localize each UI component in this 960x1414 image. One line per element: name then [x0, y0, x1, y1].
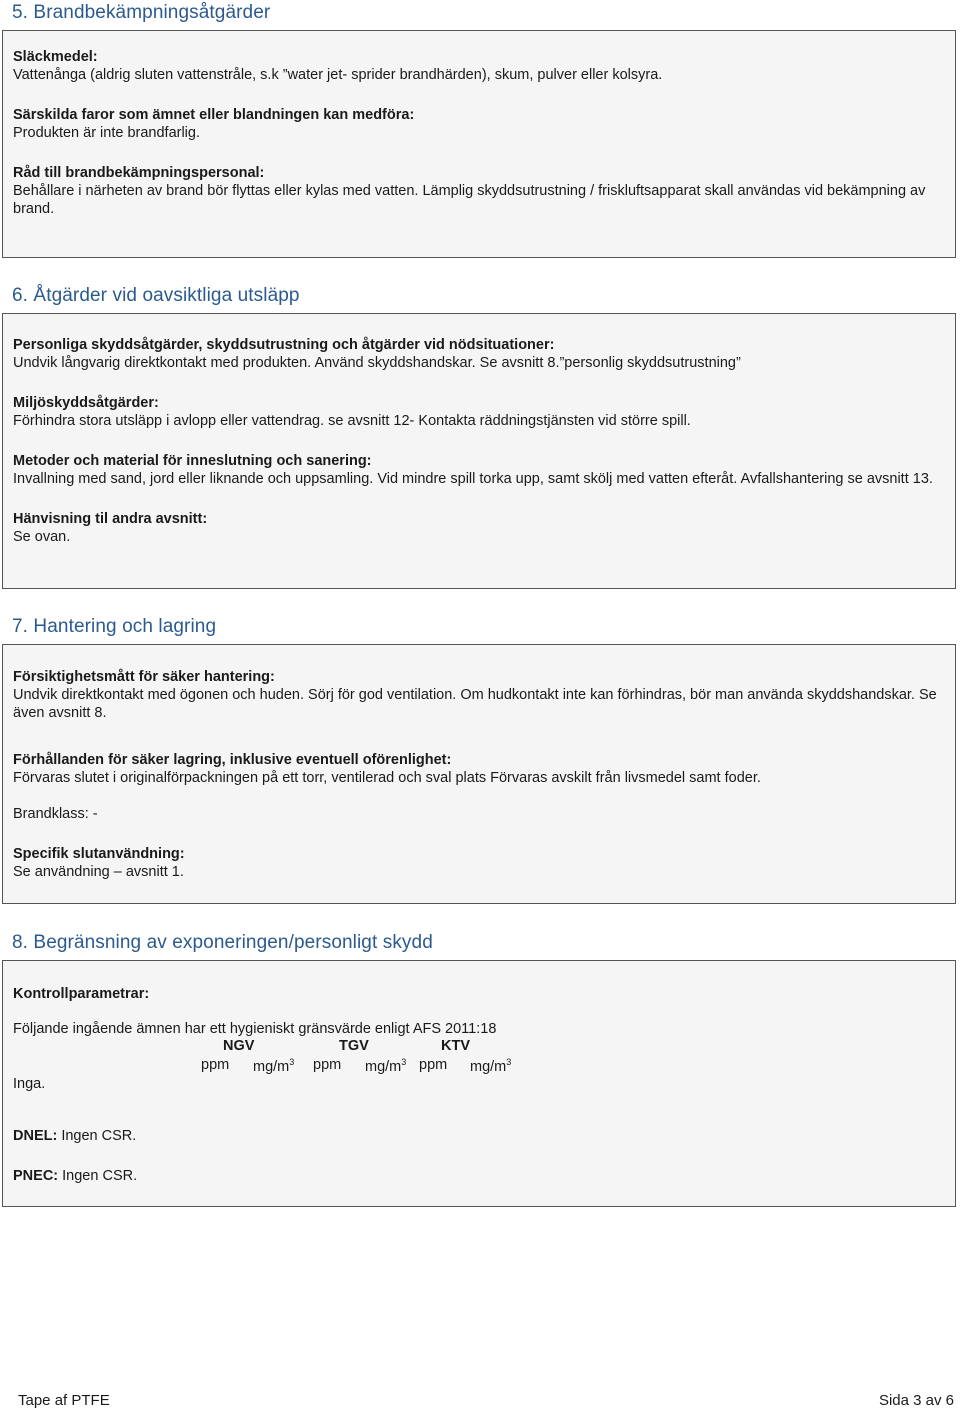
handling-text: Undvik direktkontakt med ögonen och huden. Sörj för god ventilation. Om hudkontakt inte kan förhindras, bör man använda skyddshandskar. Se även avsnitt 8.: [13, 687, 937, 721]
section-8-box: [2, 960, 956, 1207]
unit-ppm: ppm: [201, 1057, 230, 1073]
fire-class: Brandklass: -: [13, 806, 98, 822]
reference-label: Hänvisning til andra avsnitt:: [13, 511, 208, 527]
footer-page-number: Sida 3 av 6: [878, 1392, 954, 1409]
pnec-text: Ingen CSR.: [58, 1168, 138, 1184]
containment-label: Metoder och material för inneslutning och sanering:: [13, 453, 372, 469]
col-header-tgv: TGV: [339, 1038, 369, 1054]
unit-mg: $mg/m^3$: [253, 1057, 295, 1075]
handling-label: Försiktighetsmått för säker hantering:: [13, 669, 275, 685]
personal-precautions-text: Undvik långvarig direktkontakt med produkten. Använd skyddshandskar. Se avsnitt 8.”personlig skyddsutrustning”: [13, 355, 741, 371]
reference-text: Se ovan.: [13, 529, 71, 545]
dnel-text: Ingen CSR.: [57, 1128, 137, 1144]
firefighter-advice-label: Råd till brandbekämpningspersonal:: [13, 165, 265, 181]
section-5-box: [2, 30, 956, 258]
unit-mg: $mg/m^3$: [470, 1057, 512, 1075]
unit-ppm: ppm: [313, 1057, 342, 1073]
environmental-label: Miljöskyddsåtgärder:: [13, 395, 159, 411]
none-text: Inga.: [13, 1076, 46, 1092]
pnec-label: PNEC:: [13, 1168, 59, 1184]
footer-product-name: Tape af PTFE: [18, 1392, 110, 1409]
end-use-label: Specifik slutanvändning:: [13, 846, 185, 862]
hazards-label: Särskilda faror som ämnet eller blandningen kan medföra:: [13, 107, 415, 123]
section-6-title: 6. Åtgärder vid oavsiktliga utsläpp: [12, 285, 300, 306]
control-parameters-label: Kontrollparametrar:: [13, 986, 150, 1002]
control-parameters-text: Följande ingående ämnen har ett hygieniskt gränsvärde enligt AFS 2011:18: [13, 1021, 497, 1037]
unit-ppm: ppm: [419, 1057, 448, 1073]
section-7-title: 7. Hantering och lagring: [12, 616, 217, 637]
storage-text: Förvaras slutet i originalförpackningen på ett torr, ventilerad och sval plats Förvaras avskilt från livsmedel samt foder.: [13, 770, 761, 786]
hazards-text: Produkten är inte brandfarlig.: [13, 125, 200, 141]
section-5-title: 5. Brandbekämpningsåtgärder: [12, 2, 271, 23]
containment-text: Invallning med sand, jord eller liknande och uppsamling. Vid mindre spill torka upp, samt skölj med vatten efteråt. Avfallshantering se avsnitt 13.: [13, 471, 933, 487]
section-8-title: 8. Begränsning av exponeringen/personligt skydd: [12, 932, 433, 953]
unit-mg: $mg/m^3$: [365, 1057, 407, 1075]
section-7-box: [2, 644, 956, 904]
col-header-ktv: KTV: [441, 1038, 470, 1054]
col-header-ngv: NGV: [223, 1038, 255, 1054]
firefighter-advice-text: Behållare i närheten av brand bör flyttas eller kylas med vatten. Lämplig skyddsutrustning / friskluftsapparat skall användas vid bekämpning av brand.: [13, 183, 926, 217]
exposure-limits-table: [13, 1038, 945, 1078]
pnec-line: [13, 1167, 945, 1185]
dnel-label: DNEL:: [13, 1128, 58, 1144]
section-6-box: [2, 313, 956, 589]
storage-label: Förhållanden för säker lagring, inklusive eventuell oförenlighet:: [13, 752, 452, 768]
extinguish-label: Släckmedel:: [13, 49, 98, 65]
personal-precautions-label: Personliga skyddsåtgärder, skyddsutrustning och åtgärder vid nödsituationer:: [13, 337, 555, 353]
environmental-text: Förhindra stora utsläpp i avlopp eller vattendrag. se avsnitt 12- Kontakta räddningstjänsten vid större spill.: [13, 413, 691, 429]
end-use-text: Se användning – avsnitt 1.: [13, 864, 184, 880]
extinguish-text: Vattenånga (aldrig sluten vattenstråle, s.k ”water jet- sprider brandhärden), skum, pulver eller kolsyra.: [13, 67, 663, 83]
dnel-line: [13, 1127, 945, 1145]
